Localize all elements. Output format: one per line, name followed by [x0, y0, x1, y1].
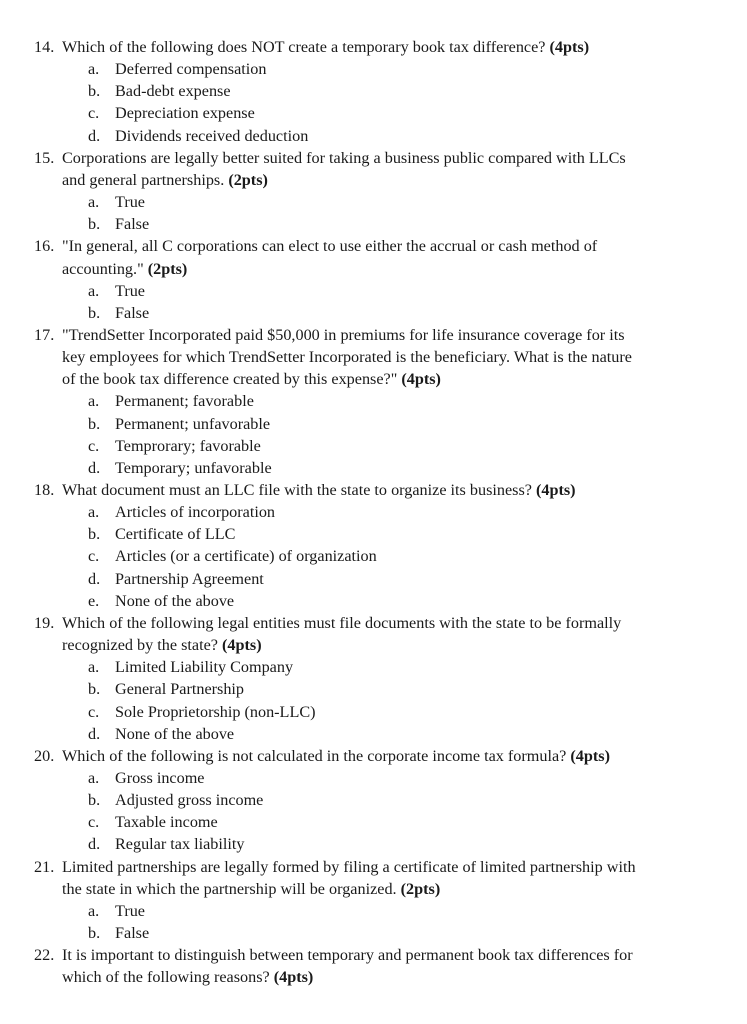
question-text: Corporations are legally better suited for taking a business public compared with LLCs — [62, 148, 626, 167]
question-text-line — [62, 612, 621, 634]
option-letter: d. — [88, 724, 101, 743]
question-number: 16. — [34, 237, 55, 256]
question-text: Which of the following does NOT create a temporary book tax difference? — [62, 38, 546, 56]
option-letter: d. — [88, 835, 101, 854]
points-label: (4pts) — [222, 636, 262, 655]
points-label: (4pts) — [401, 370, 441, 389]
question-text-line — [62, 479, 576, 501]
points-label: (4pts) — [549, 38, 590, 56]
question-text: key employees for which TrendSetter Incorporated is the beneficiary. What is the nature — [62, 348, 632, 367]
question-text-line — [62, 966, 313, 988]
option-letter: d. — [88, 458, 101, 477]
option-letter: b. — [88, 414, 101, 433]
option-text: None of the above — [115, 591, 235, 610]
option-text: False — [115, 924, 150, 942]
points-label: (2pts) — [400, 879, 441, 898]
question-text: "TrendSetter Incorporated paid $50,000 in premiums for life insurance coverage for its — [62, 325, 625, 344]
option-text: Certificate of LLC — [115, 525, 236, 544]
option-letter: a. — [88, 281, 100, 300]
option-text: Deferred compensation — [115, 60, 267, 79]
option-letter: b. — [88, 525, 101, 544]
question-text-line — [62, 235, 597, 257]
question-number: 17. — [34, 325, 55, 344]
question-number: 21. — [34, 857, 55, 876]
question-number: 15. — [34, 148, 55, 167]
question-text: It is important to distinguish between temporary and permanent book tax differences for — [62, 946, 633, 965]
option-letter: e. — [88, 591, 100, 610]
question-number: 14. — [34, 38, 55, 56]
question-text: What document must an LLC file with the state to organize its business? — [62, 481, 532, 499]
question-text-line — [62, 169, 268, 191]
option-letter: a. — [88, 60, 100, 79]
option-letter: a. — [88, 901, 100, 920]
option-letter: d. — [88, 126, 101, 145]
option-letter: c. — [88, 104, 100, 123]
option-text: True — [115, 281, 145, 300]
question-text: the state in which the partnership will be organized. — [62, 879, 397, 898]
option-letter: b. — [88, 680, 101, 699]
question-text: "In general, all C corporations can elect to use either the accrual or cash method of — [62, 237, 598, 256]
points-label: (2pts) — [228, 170, 268, 189]
option-text: Gross income — [115, 768, 205, 787]
question-text: Limited partnerships are legally formed by filing a certificate of limited partnership with — [62, 857, 636, 876]
option-text: Articles (or a certificate) of organization — [115, 547, 377, 566]
option-text: Sole Proprietorship (non-LLC) — [115, 702, 316, 721]
question-number: 22. — [34, 946, 55, 965]
points-label: (4pts) — [535, 481, 576, 499]
option-text: True — [115, 901, 145, 920]
question-text-line — [62, 324, 625, 346]
question-text-line — [62, 346, 632, 368]
question-text-line — [62, 147, 626, 169]
option-text: True — [115, 193, 145, 212]
question-text-line — [62, 878, 440, 900]
points-label: (4pts) — [273, 968, 314, 987]
option-letter: c. — [88, 436, 100, 455]
points-label: (4pts) — [570, 746, 610, 765]
question-text-line — [62, 634, 262, 656]
option-letter: a. — [88, 503, 100, 522]
question-text: Which of the following legal entities must file documents with the state to be formally — [62, 613, 622, 632]
option-letter: a. — [88, 193, 100, 212]
option-letter: b. — [88, 924, 101, 942]
option-text: Permanent; favorable — [115, 392, 254, 411]
option-letter: a. — [88, 392, 100, 411]
question-text: Which of the following is not calculated in the corporate income tax formula? — [62, 746, 567, 765]
option-text: Temprorary; favorable — [115, 436, 261, 455]
option-letter: c. — [88, 547, 100, 566]
option-text: Temporary; unfavorable — [115, 458, 272, 477]
option-letter: a. — [88, 768, 100, 787]
option-text: Permanent; unfavorable — [115, 414, 271, 433]
option-text: Taxable income — [115, 813, 218, 832]
option-text: Depreciation expense — [115, 104, 255, 123]
question-text: which of the following reasons? — [62, 968, 270, 987]
option-text: Limited Liability Company — [115, 658, 294, 677]
option-text: General Partnership — [115, 680, 245, 699]
option-text: Dividends received deduction — [115, 126, 309, 145]
question-text-line — [62, 368, 441, 390]
option-text: Regular tax liability — [115, 835, 245, 854]
option-letter: c. — [88, 702, 100, 721]
option-text: Articles of incorporation — [115, 503, 276, 522]
question-text-line — [62, 36, 589, 58]
option-letter: a. — [88, 658, 100, 677]
option-letter: b. — [88, 82, 101, 101]
option-letter: b. — [88, 303, 101, 322]
option-letter: c. — [88, 813, 100, 832]
option-text: Bad-debt expense — [115, 82, 231, 101]
question-number: 19. — [34, 613, 55, 632]
question-text-line — [62, 856, 636, 878]
question-text-line — [62, 745, 610, 767]
option-text: Partnership Agreement — [115, 569, 264, 588]
question-text: accounting." — [62, 259, 144, 278]
question-text-line — [62, 944, 633, 966]
question-text: and general partnerships. — [62, 170, 225, 189]
question-text: of the book tax difference created by this expense?" — [62, 370, 398, 389]
question-text: recognized by the state? — [62, 636, 218, 655]
option-letter: d. — [88, 569, 101, 588]
question-text-line — [62, 258, 187, 280]
question-number: 18. — [34, 481, 55, 499]
option-text: Adjusted gross income — [115, 791, 264, 810]
option-text: None of the above — [115, 724, 235, 743]
option-letter: b. — [88, 215, 101, 234]
option-letter: b. — [88, 791, 101, 810]
question-number: 20. — [34, 746, 55, 765]
option-text: False — [115, 303, 150, 322]
option-text: False — [115, 215, 150, 234]
points-label: (2pts) — [147, 259, 188, 278]
